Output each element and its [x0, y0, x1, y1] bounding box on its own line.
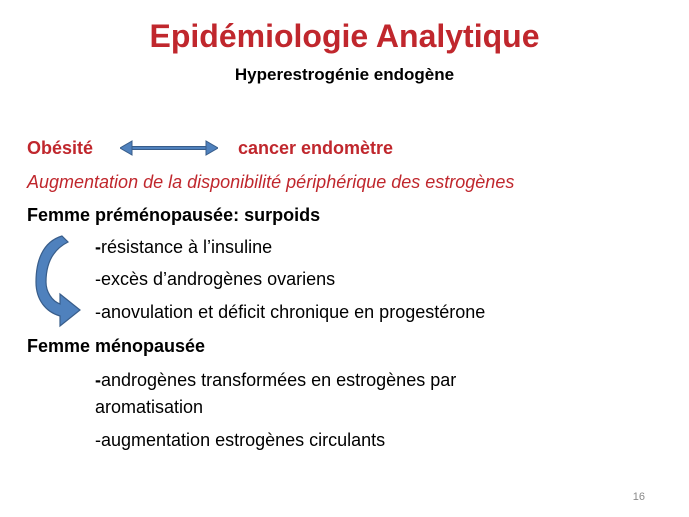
item-text: androgènes transformées en estrogènes par: [101, 370, 457, 390]
menopause-heading: Femme ménopausée: [27, 336, 206, 356]
menopause-item: [95, 368, 456, 392]
page-number: 16: [632, 491, 645, 503]
item-dash: -: [95, 370, 101, 390]
menopause-item-continuation: aromatisation: [95, 397, 204, 417]
item-text: -augmentation estrogènes circulants: [95, 430, 386, 450]
slide-subtitle: Hyperestrogénie endogène: [234, 65, 455, 84]
premenopause-item: [95, 267, 335, 291]
premenopause-heading: Femme préménopausée: surpoids: [27, 205, 321, 225]
curved-arrow-icon: [32, 232, 82, 332]
premenopause-item: [95, 235, 272, 259]
italic-statement: Augmentation de la disponibilité périphérique des estrogènes: [27, 172, 515, 192]
relation-right-label: cancer endomètre: [238, 138, 394, 158]
menopause-item: [95, 428, 385, 452]
double-headed-arrow-icon: [120, 140, 218, 156]
relation-left-label: Obésité: [27, 138, 94, 158]
slide-title: Epidémiologie Analytique: [149, 18, 540, 54]
item-text: -anovulation et déficit chronique en progestérone: [95, 302, 486, 322]
item-text: résistance à l’insuline: [101, 237, 273, 257]
item-dash: -: [95, 237, 101, 257]
premenopause-item: [95, 300, 485, 324]
item-text: -excès d’androgènes ovariens: [95, 269, 336, 289]
